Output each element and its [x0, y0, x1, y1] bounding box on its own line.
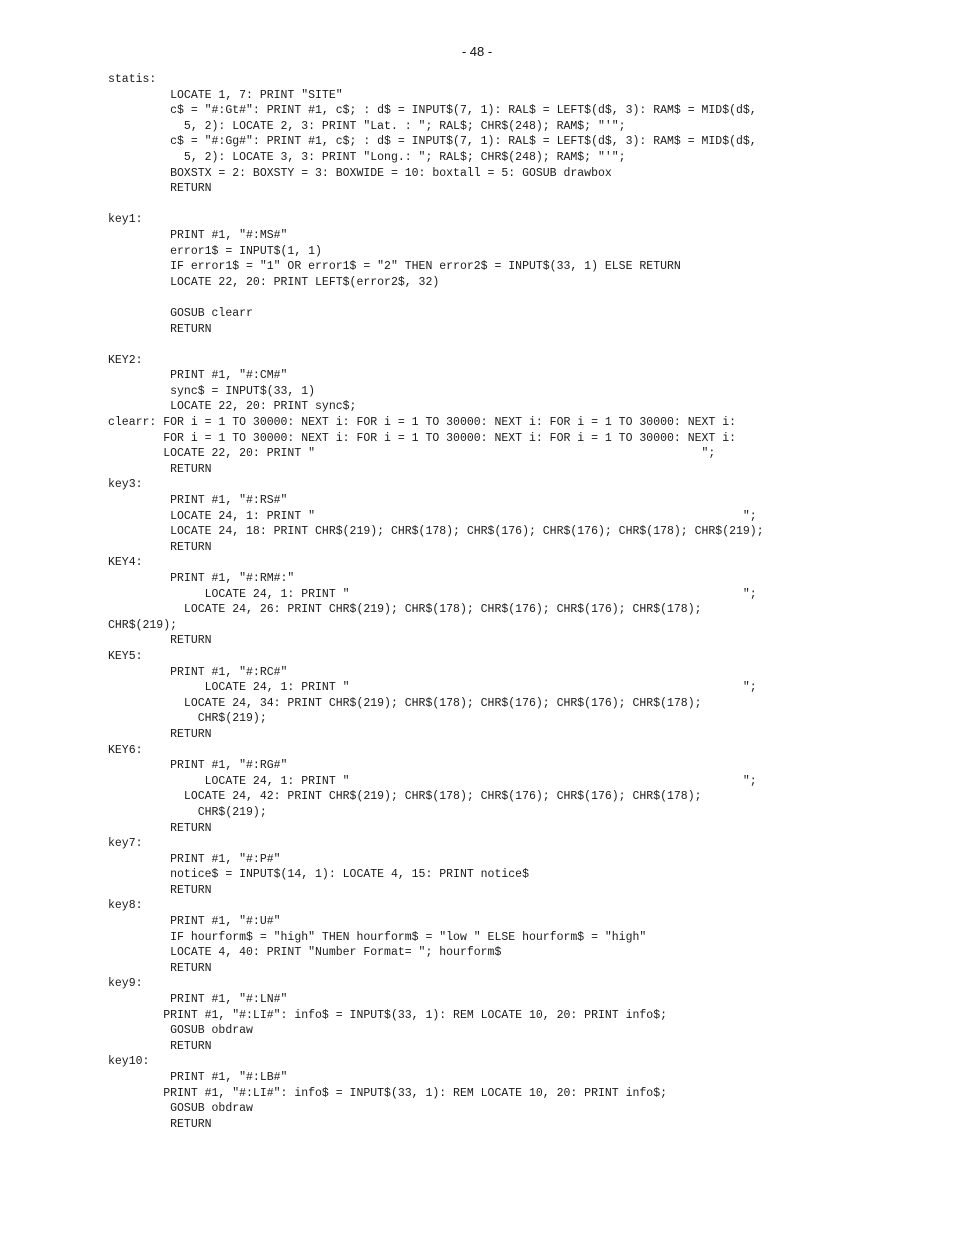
- code-line: RETURN: [108, 540, 212, 554]
- code-line: KEY6:: [108, 743, 143, 757]
- code-line: c$ = "#:Gt#": PRINT #1, c$; : d$ = INPUT$(7, 1): RAL$ = LEFT$(d$, 3): RAM$ = MID$(d$,: [108, 104, 757, 118]
- code-line: PRINT #1, "#:LB#": [108, 1071, 288, 1084]
- code-line: LOCATE 22, 20: PRINT sync$;: [108, 400, 357, 414]
- code-line: LOCATE 22, 20: PRINT LEFT$(error2$, 32): [108, 275, 440, 289]
- code-line: LOCATE 4, 40: PRINT "Number Format= "; hourform$: [108, 946, 502, 960]
- code-line: key8:: [108, 899, 143, 913]
- code-line: RETURN: [108, 182, 212, 196]
- code-line: LOCATE 24, 26: PRINT CHR$(219); CHR$(178); CHR$(176); CHR$(176); CHR$(178);: [108, 603, 702, 617]
- code-line: PRINT #1, "#:LI#": info$ = INPUT$(33, 1): REM LOCATE 10, 20: PRINT info$;: [108, 1086, 667, 1100]
- code-line: RETURN: [108, 322, 212, 336]
- code-line: PRINT #1, "#:U#": [108, 915, 281, 929]
- code-line: LOCATE 24, 34: PRINT CHR$(219); CHR$(178); CHR$(176); CHR$(176); CHR$(178);: [108, 696, 702, 710]
- code-line: KEY2:: [108, 353, 143, 367]
- code-line: key10:: [108, 1055, 150, 1069]
- code-line: key3:: [108, 478, 143, 492]
- code-line: PRINT #1, "#:P#": [108, 852, 281, 866]
- code-line: PRINT #1, "#:MS#": [108, 228, 288, 242]
- code-line: LOCATE 24, 1: PRINT " ";: [108, 681, 757, 695]
- code-line: LOCATE 24, 42: PRINT CHR$(219); CHR$(178); CHR$(176); CHR$(176); CHR$(178);: [108, 790, 702, 804]
- code-line: PRINT #1, "#:RM#:": [108, 572, 295, 585]
- code-line: PRINT #1, "#:RG#": [108, 759, 288, 773]
- code-line: sync$ = INPUT$(33, 1): [108, 384, 316, 398]
- code-line: CHR$(219);: [108, 805, 267, 819]
- code-line: error1$ = INPUT$(1, 1): [108, 244, 322, 258]
- code-line: KEY5:: [108, 649, 143, 663]
- code-line: [108, 197, 948, 213]
- code-line: [108, 290, 948, 306]
- code-line: key7:: [108, 837, 143, 851]
- code-line: LOCATE 1, 7: PRINT "SITE": [108, 88, 343, 102]
- code-line: IF hourform$ = "high" THEN hourform$ = "low " ELSE hourform$ = "high": [108, 930, 647, 944]
- code-line: PRINT #1, "#:LN#": [108, 993, 288, 1007]
- code-line: IF error1$ = "1" OR error1$ = "2" THEN error2$ = INPUT$(33, 1) ELSE RETURN: [108, 260, 681, 274]
- code-line: GOSUB obdraw: [108, 1102, 253, 1116]
- code-line: RETURN: [108, 727, 212, 741]
- code-line: key9:: [108, 977, 143, 991]
- code-line: clearr: FOR i = 1 TO 30000: NEXT i: FOR i = 1 TO 30000: NEXT i: FOR i = 1 TO 30000: NEXT i:: [108, 416, 737, 430]
- code-line: statis:: [108, 73, 157, 86]
- page-number: - 48 -: [461, 44, 493, 59]
- code-line: GOSUB obdraw: [108, 1024, 253, 1038]
- code-line: PRINT #1, "#:LI#": info$ = INPUT$(33, 1): REM LOCATE 10, 20: PRINT info$;: [108, 1008, 667, 1022]
- code-line: 5, 2): LOCATE 3, 3: PRINT "Long.: "; RAL$; CHR$(248); RAM$; "'";: [108, 150, 626, 164]
- code-line: FOR i = 1 TO 30000: NEXT i: FOR i = 1 TO 30000: NEXT i: FOR i = 1 TO 30000: NEXT i:: [108, 431, 737, 445]
- code-line: CHR$(219);: [108, 712, 267, 726]
- code-line: BOXSTX = 2: BOXSTY = 3: BOXWIDE = 10: boxtall = 5: GOSUB drawbox: [108, 166, 612, 180]
- code-line: LOCATE 22, 20: PRINT " ";: [108, 447, 716, 461]
- code-line: LOCATE 24, 1: PRINT " ";: [108, 774, 757, 788]
- code-line: KEY4:: [108, 556, 143, 570]
- code-line: key1:: [108, 213, 143, 227]
- code-line: CHR$(219);: [108, 618, 178, 632]
- code-line: LOCATE 24, 1: PRINT " ";: [108, 587, 757, 601]
- code-line: RETURN: [108, 1039, 212, 1053]
- code-line: RETURN: [108, 821, 212, 835]
- code-line: [108, 337, 948, 353]
- code-line: notice$ = INPUT$(14, 1): LOCATE 4, 15: PRINT notice$: [108, 868, 529, 882]
- code-line: RETURN: [108, 961, 212, 975]
- code-line: LOCATE 24, 1: PRINT " ";: [108, 509, 757, 523]
- code-line: RETURN: [108, 462, 212, 476]
- code-line: GOSUB clearr: [108, 306, 253, 320]
- code-line: PRINT #1, "#:RC#": [108, 665, 288, 679]
- code-line: PRINT #1, "#:RS#": [108, 494, 288, 508]
- code-line: RETURN: [108, 883, 212, 897]
- code-line: 5, 2): LOCATE 2, 3: PRINT "Lat. : "; RAL$; CHR$(248); RAM$; "'";: [108, 119, 626, 133]
- code-line: c$ = "#:Gg#": PRINT #1, c$; : d$ = INPUT$(7, 1): RAL$ = LEFT$(d$, 3): RAM$ = MID$(d$,: [108, 135, 757, 149]
- code-listing: [108, 72, 948, 1132]
- code-line: PRINT #1, "#:CM#": [108, 369, 288, 383]
- code-line: RETURN: [108, 634, 212, 648]
- code-line: RETURN: [108, 1117, 212, 1131]
- code-line: LOCATE 24, 18: PRINT CHR$(219); CHR$(178); CHR$(176); CHR$(176); CHR$(178); CHR$(219);: [108, 525, 764, 539]
